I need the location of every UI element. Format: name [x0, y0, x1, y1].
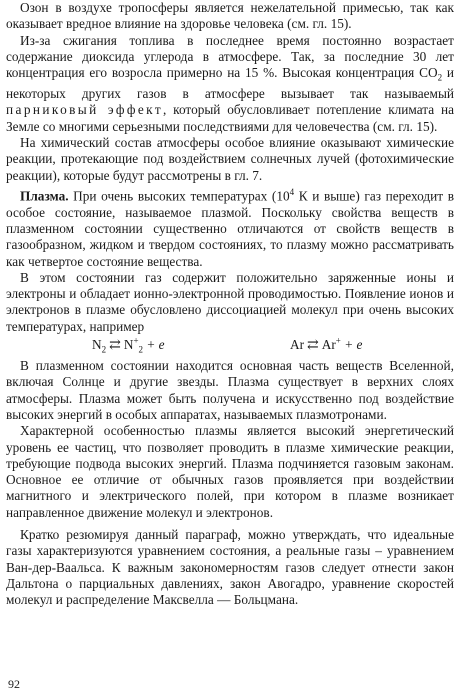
paragraph-universe [6, 358, 454, 423]
document-page [6, 0, 454, 608]
page-number: 92 [8, 677, 20, 691]
paragraph-text: и некоторых других газов в атмосфере вызывает так называемый [6, 65, 454, 102]
paragraph-ozone [6, 0, 454, 33]
paragraph-text: В плазменном состоянии находится основная часть веществ Вселенной, включая Солнце и другие звезды. Плазма существует в верхних слоях атмосферы. Плазма может быть получена и искусственно под воздействие высоких энергий в особых аппаратах, называемых плазмотронами. [6, 358, 454, 422]
equation-nitrogen: $N_2$ ⇄ $N^+_2 + e$ [92, 335, 165, 355]
subscript: 2 [437, 72, 443, 83]
paragraph-plasma [6, 184, 454, 270]
reversible-arrow-icon: ⇄ [307, 338, 319, 354]
equation-row [6, 336, 454, 355]
paragraph-text: , который обусловливает потепление климата на Земле со многими серьезными последствиями для человечества (см. гл. 15). [6, 102, 454, 134]
term-greenhouse-effect: парниковый эффект [6, 102, 164, 118]
reversible-arrow-icon: ⇄ [109, 338, 121, 354]
paragraph-text: Озон в воздухе тропосферы является нежелательной примесью, так как оказывает вредное влияние на здоровье человека (см. гл. 15). [6, 0, 454, 32]
paragraph-text: Характерной особенностью плазмы является высокий энергетический уровень ее частиц, что позволяет проводить в плазме химические реакции, требующие подвода высоких энергий. Плазма подчиняется газовым законам. Основное ее отличие от обычных газов проявляется при воздействии магнитного и электрического полей, при котором в плазме возникает направленное движение молекул и электронов. [6, 423, 454, 520]
superscript: 4 [289, 186, 295, 197]
paragraph-text: При очень высоких температурах (10 [68, 188, 290, 204]
paragraph-co2 [6, 33, 454, 135]
paragraph-text: На химический состав атмосферы особое влияние оказывают химические реакции, протекающие под воздействием солнечных лучей (фотохимические реакции), которые будут рассмотрены в гл. 7. [6, 135, 454, 183]
equation-argon: Ar ⇄ Ar+ + e [290, 335, 363, 354]
paragraph-summary [6, 527, 454, 608]
paragraph-text: К и выше) газ переходит в особое состояние, называемое плазмой. Поскольку свойства веществ в плазменном состоянии существенно отличаются от свойств веществ в газообразном, жидком и твердом состояниях, то плазму можно рассматривать как четвертое состояние вещества. [6, 188, 455, 269]
paragraph-text: Из-за сжигания топлива в последнее время постоянно возрастает содержание диоксида углерода в атмосфере. Так, за последние 30 лет концентрация его возрослa примерно на 15 %. Высокая концентрация CO [6, 32, 454, 81]
paragraph-photochem [6, 135, 454, 184]
paragraph-text: В этом состоянии газ содержит положительно заряженные ионы и электроны и обладает ионно-электронной проводимостью. Появление ионов и электронов в плазме обусловлено диссоциацией молекул при очень высоких температурах, например [6, 269, 454, 334]
paragraph-text: Кратко резюмируя данный параграф, можно утверждать, что идеальные газы характеризуются уравнением состояния, а реальные газы – уравнением Ван-дер-Ваальса. К важным закономерностям газов следует отнести закон Дальтона о парциальных давлениях, закон Авогадро, уравнение скоростей молекул и распределение Максвелла — Больцмана. [6, 526, 454, 608]
paragraph-ions [6, 270, 454, 335]
paragraph-energy [6, 423, 454, 521]
term-plasma: Плазма. [20, 188, 69, 204]
